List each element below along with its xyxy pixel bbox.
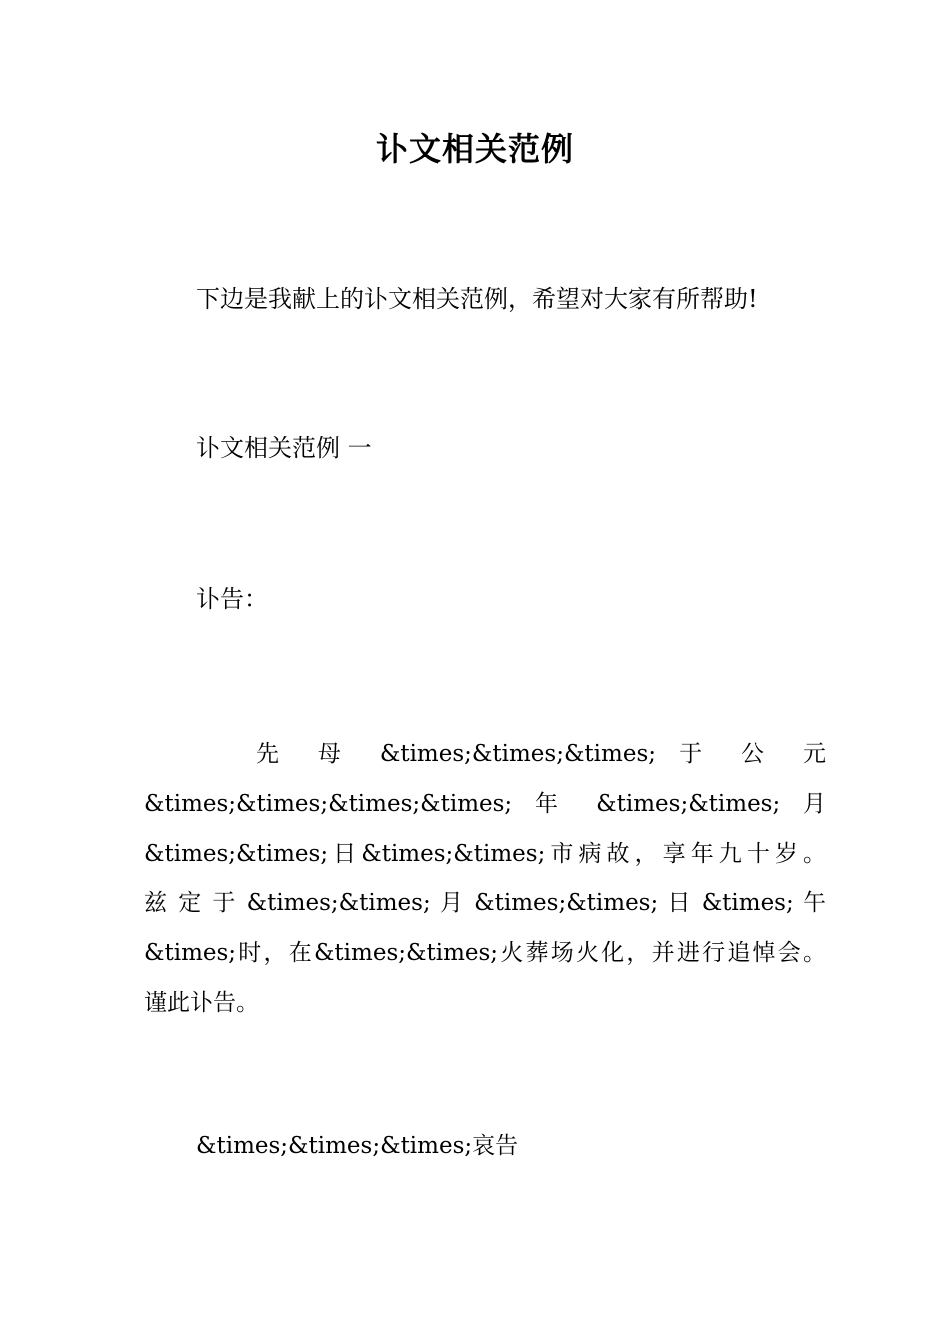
notice-body-line: &times;时，在&times;&times;火葬场火化，并进行追悼会。 bbox=[144, 940, 826, 967]
notice-body-line: &times;&times;日&times;&times;市病故，享年九十岁。 bbox=[144, 840, 826, 867]
document-title: 讣文相关范例 bbox=[375, 130, 574, 168]
intro-paragraph: 下边是我献上的讣文相关范例，希望对大家有所帮助! bbox=[196, 285, 758, 313]
notice-body-line: 谨此讣告。 bbox=[144, 989, 259, 1016]
notice-body-line: 先 母 &times;&times;&times; 于 公 元 bbox=[256, 741, 826, 767]
signoff: &times;&times;&times;哀告 bbox=[196, 1133, 519, 1159]
section-heading: 讣文相关范例 一 bbox=[196, 434, 372, 462]
notice-label: 讣告： bbox=[196, 585, 268, 613]
notice-body bbox=[144, 730, 826, 1029]
notice-body-line: &times;&times;&times;&times; 年 &times;&times; 月 bbox=[144, 790, 826, 817]
notice-body-line: 兹 定 于 &times;&times; 月 &times;&times; 日 &times; 午 bbox=[144, 890, 826, 917]
